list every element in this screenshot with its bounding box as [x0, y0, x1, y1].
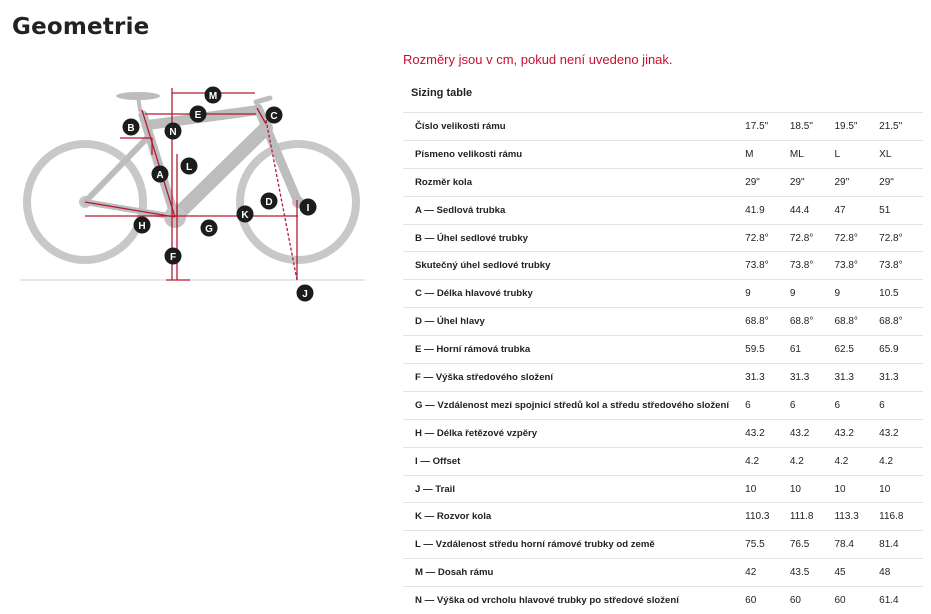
row-label: Skutečný úhel sedlové trubky [403, 252, 745, 280]
cell-value: 4.2 [879, 447, 923, 475]
sizing-table-title: Sizing table [411, 87, 473, 99]
table-row [403, 280, 923, 308]
row-label: B — Úhel sedlové trubky [403, 224, 745, 252]
cell-value: 10 [790, 475, 835, 503]
row-label: Rozměr kola [403, 168, 745, 196]
cell-value: 41.9 [745, 196, 790, 224]
row-label: A — Sedlová trubka [403, 196, 745, 224]
units-note: Rozměry jsou v cm, pokud není uvedeno jinak. [403, 52, 673, 67]
svg-text:C: C [270, 111, 278, 122]
cell-value: 75.5 [745, 531, 790, 559]
cell-value: 61 [790, 336, 835, 364]
cell-value: 73.8° [790, 252, 835, 280]
cell-value: 45 [834, 559, 879, 587]
table-row [403, 196, 923, 224]
table-row [403, 391, 923, 419]
cell-value: 10 [834, 475, 879, 503]
cell-value: 111.8 [790, 503, 835, 531]
cell-value: 6 [879, 391, 923, 419]
svg-text:B: B [127, 123, 135, 134]
svg-text:A: A [156, 170, 164, 181]
cell-value: 113.3 [834, 503, 879, 531]
row-label: E — Horní rámová trubka [403, 336, 745, 364]
cell-value: 17.5" [745, 113, 790, 141]
cell-value: 10 [745, 475, 790, 503]
row-label: C — Délka hlavové trubky [403, 280, 745, 308]
sizing-table [403, 112, 923, 614]
marker-n [165, 123, 182, 140]
row-label: L — Vzdálenost středu horní rámové trubky od země [403, 531, 745, 559]
cell-value: 60 [745, 587, 790, 614]
row-label: J — Trail [403, 475, 745, 503]
cell-value: 29" [879, 168, 923, 196]
table-row [403, 503, 923, 531]
cell-value: 68.8° [790, 308, 835, 336]
svg-text:J: J [302, 289, 308, 300]
cell-value: 6 [790, 391, 835, 419]
row-label: K — Rozvor kola [403, 503, 745, 531]
table-row [403, 168, 923, 196]
svg-text:K: K [241, 210, 249, 221]
marker-e [190, 106, 207, 123]
row-label: M — Dosah rámu [403, 559, 745, 587]
svg-text:N: N [169, 127, 177, 138]
cell-value: 68.8° [745, 308, 790, 336]
cell-value: 47 [834, 196, 879, 224]
row-label: G — Vzdálenost mezi spojnicí středů kol a středu středového složení [403, 391, 745, 419]
cell-value: 62.5 [834, 336, 879, 364]
cell-value: 9 [790, 280, 835, 308]
table-row [403, 447, 923, 475]
row-label: I — Offset [403, 447, 745, 475]
cell-value: 9 [745, 280, 790, 308]
cell-value: 59.5 [745, 336, 790, 364]
svg-text:M: M [208, 91, 218, 102]
marker-m [205, 87, 222, 104]
saddle [116, 92, 160, 100]
svg-text:G: G [205, 224, 213, 235]
cell-value: ML [790, 140, 835, 168]
table-row [403, 475, 923, 503]
svg-text:L: L [185, 162, 193, 173]
marker-d [261, 193, 278, 210]
cell-value: 10 [879, 475, 923, 503]
cell-value: 10.5 [879, 280, 923, 308]
cell-value: 110.3 [745, 503, 790, 531]
table-row [403, 364, 923, 392]
cell-value: 6 [745, 391, 790, 419]
cell-value: 29" [834, 168, 879, 196]
cell-value: 18.5" [790, 113, 835, 141]
cell-value: 4.2 [745, 447, 790, 475]
table-row [403, 252, 923, 280]
cell-value: 43.2 [790, 419, 835, 447]
row-label: Písmeno velikosti rámu [403, 140, 745, 168]
cell-value: 116.8 [879, 503, 923, 531]
marker-h [134, 217, 151, 234]
table-row [403, 587, 923, 614]
table-row [403, 140, 923, 168]
cell-value: 60 [834, 587, 879, 614]
table-row [403, 224, 923, 252]
page-title: Geometrie [12, 14, 150, 40]
table-row [403, 419, 923, 447]
cell-value: 21.5" [879, 113, 923, 141]
cell-value: 81.4 [879, 531, 923, 559]
geometry-diagram [20, 80, 370, 305]
row-label: H — Délka řetězové vzpěry [403, 419, 745, 447]
cell-value: 43.2 [745, 419, 790, 447]
cell-value: 9 [834, 280, 879, 308]
cell-value: 68.8° [879, 308, 923, 336]
cell-value: 31.3 [834, 364, 879, 392]
cell-value: 73.8° [879, 252, 923, 280]
table-row [403, 336, 923, 364]
cell-value: L [834, 140, 879, 168]
cell-value: 72.8° [879, 224, 923, 252]
cell-value: 78.4 [834, 531, 879, 559]
cell-value: 43.5 [790, 559, 835, 587]
cell-value: 60 [790, 587, 835, 614]
cell-value: 72.8° [834, 224, 879, 252]
cell-value: XL [879, 140, 923, 168]
table-row [403, 308, 923, 336]
cell-value: 31.3 [879, 364, 923, 392]
row-label: Číslo velikosti rámu [403, 113, 745, 141]
cell-value: 31.3 [790, 364, 835, 392]
cell-value: 29" [790, 168, 835, 196]
marker-b [123, 119, 140, 136]
row-label: D — Úhel hlavy [403, 308, 745, 336]
cell-value: 61.4 [879, 587, 923, 614]
svg-text:E: E [194, 110, 202, 121]
table-row [403, 113, 923, 141]
cell-value: 4.2 [790, 447, 835, 475]
cell-value: 68.8° [834, 308, 879, 336]
row-label: F — Výška středového složení [403, 364, 745, 392]
cell-value: 29" [745, 168, 790, 196]
table-row [403, 559, 923, 587]
cell-value: 43.2 [834, 419, 879, 447]
row-label: N — Výška od vrcholu hlavové trubky po středové složení [403, 587, 745, 614]
cell-value: 72.8° [745, 224, 790, 252]
svg-text:F: F [169, 252, 177, 263]
marker-c [266, 107, 283, 124]
marker-a [152, 166, 169, 183]
cell-value: 44.4 [790, 196, 835, 224]
cell-value: 43.2 [879, 419, 923, 447]
cell-value: M [745, 140, 790, 168]
cell-value: 65.9 [879, 336, 923, 364]
marker-i [300, 199, 317, 216]
cell-value: 19.5" [834, 113, 879, 141]
cell-value: 31.3 [745, 364, 790, 392]
svg-text:H: H [138, 221, 146, 232]
table-row [403, 531, 923, 559]
svg-text:I: I [306, 203, 310, 214]
cell-value: 4.2 [834, 447, 879, 475]
cell-value: 73.8° [834, 252, 879, 280]
marker-j [297, 285, 314, 302]
cell-value: 73.8° [745, 252, 790, 280]
cell-value: 72.8° [790, 224, 835, 252]
cell-value: 42 [745, 559, 790, 587]
cell-value: 6 [834, 391, 879, 419]
svg-text:D: D [265, 197, 273, 208]
marker-g [201, 220, 218, 237]
marker-k [237, 206, 254, 223]
marker-l [181, 158, 198, 175]
marker-f [165, 248, 182, 265]
cell-value: 48 [879, 559, 923, 587]
cell-value: 76.5 [790, 531, 835, 559]
cell-value: 51 [879, 196, 923, 224]
